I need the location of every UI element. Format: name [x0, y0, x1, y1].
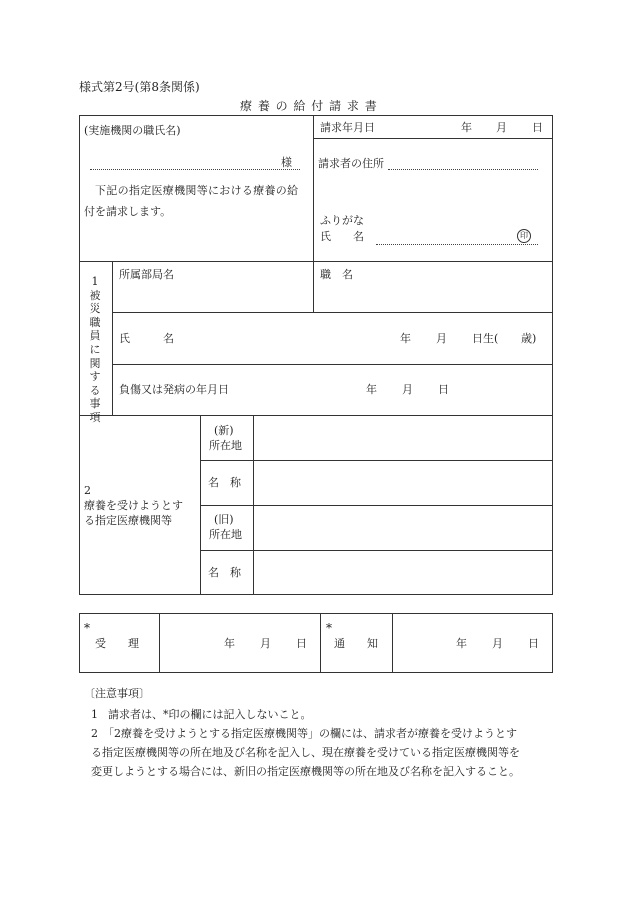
furigana-label: ふりがな [320, 214, 364, 227]
receipt-asterisk: * [84, 621, 90, 635]
new-name-label: 名 称 [208, 476, 241, 489]
new-tag: (新) [214, 424, 234, 437]
note2-number: 2 [91, 727, 98, 740]
form-number: 様式第2号(第8条関係) [79, 80, 200, 94]
claimant-name-label: 氏 名 [320, 230, 364, 243]
request-statement-line1: 下記の指定医療機関等における療養の給 [95, 184, 299, 197]
note1-text: 請求者は、*印の欄には記入しないこと。 [108, 708, 312, 721]
notice-asterisk: * [326, 621, 332, 635]
request-date-year: 年 [461, 121, 472, 134]
employee-name-label: 氏 名 [119, 332, 174, 345]
notice-year: 年 [456, 637, 467, 650]
section2-number: 2 [84, 484, 91, 497]
birth-month: 月 [436, 332, 447, 345]
note2-line1: 「2療養を受けようとする指定医療機関等」の欄には、請求者が療養を受けようとす [103, 727, 517, 740]
old-location-label: 所在地 [209, 528, 242, 541]
job-title-label: 職 名 [320, 268, 353, 281]
notice-month: 月 [492, 637, 503, 650]
receipt-month: 月 [260, 637, 271, 650]
injury-month: 月 [402, 383, 413, 396]
receipt-day: 日 [296, 637, 307, 650]
addressee-field[interactable] [90, 169, 300, 170]
injury-date-label: 負傷又は発病の年月日 [119, 383, 229, 396]
note2-line3: 変更しようとする場合には、新旧の指定医療機関等の所在地及び名称を記入すること。 [91, 765, 520, 778]
request-date-day: 日 [532, 121, 543, 134]
birth-day: 日生( [472, 332, 499, 345]
section2-heading-line2: る指定医療機関等 [84, 514, 172, 527]
notice-label: 通 知 [334, 637, 378, 650]
old-name-label: 名 称 [208, 566, 241, 579]
receipt-year: 年 [224, 637, 235, 650]
request-date-label: 請求年月日 [320, 121, 375, 134]
injury-year: 年 [366, 383, 377, 396]
receipt-label: 受 理 [95, 637, 139, 650]
claimant-name-field[interactable] [376, 244, 538, 245]
form-title: 療 養 の 給 付 請 求 書 [240, 99, 378, 113]
request-date-month: 月 [496, 121, 507, 134]
injury-day: 日 [438, 383, 449, 396]
request-statement-line2: 付を請求します。 [84, 205, 172, 218]
new-location-label: 所在地 [209, 439, 242, 452]
section1-heading: 1被災職員に関する事項 [89, 275, 101, 424]
old-tag: (旧) [214, 513, 234, 526]
dept-label: 所属部局名 [119, 268, 174, 281]
age-label: 歳) [521, 332, 537, 345]
note2-line2: る指定医療機関等の所在地及び名称を記入し、現在療養を受けている指定医療機関等を [91, 746, 520, 759]
notes-heading: 〔注意事項〕 [84, 687, 150, 700]
seal-mark: 印 [517, 229, 531, 243]
addressee-label: (実施機関の職氏名) [84, 124, 181, 137]
note1-number: 1 [91, 708, 98, 721]
birth-year: 年 [400, 332, 411, 345]
notice-day: 日 [528, 637, 539, 650]
address-field[interactable] [388, 169, 538, 170]
address-label: 請求者の住所 [318, 157, 384, 170]
section2-heading-line1: 療養を受けようとす [84, 499, 183, 512]
sama-suffix: 様 [281, 156, 292, 169]
